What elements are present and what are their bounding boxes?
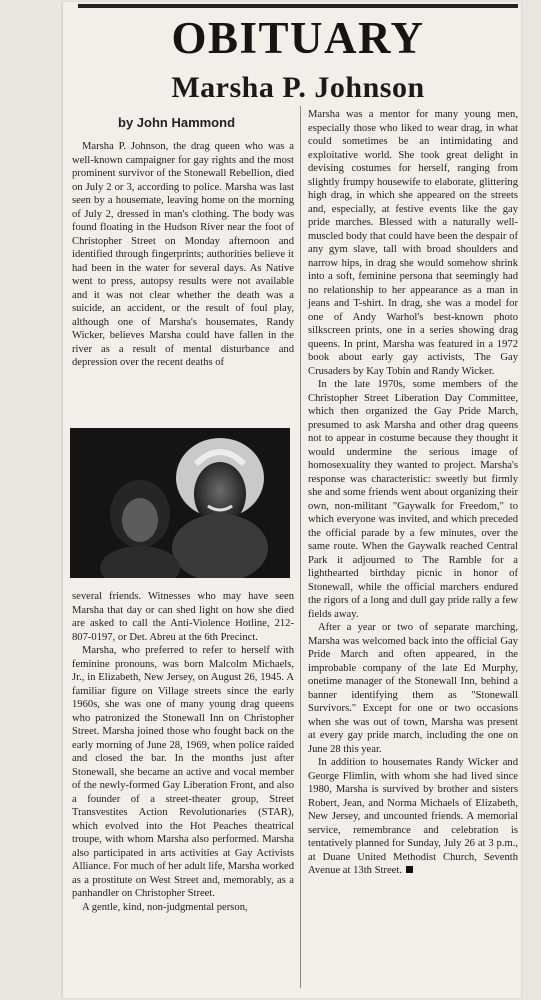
article-column-right	[308, 108, 518, 878]
column-divider	[300, 106, 301, 988]
end-of-article-mark	[406, 866, 413, 873]
article-column-left-bottom	[72, 590, 294, 914]
paragraph: Marsha was a mentor for many young men, especially those who liked to wear drag, in what could sometimes be an intimidating and exploitative world. She took great delight in devising costumes for herself, ranging from slightly frumpy housewife to elaborate, glittering high drag, in which she appeared on the streets and, especially, at festive events like the gay pride marches. Blessed with a naturally well-muscled body that could have been the despair of any gym slave, tall with broad shoulders and narrow hips, in drag she would somehow shrink into a soft, feminine persona that seemingly had no relationship to her appearance as a man in jeans and T-shirt. In drag, she was a model for one of Andy Warhol's best-known photo silkscreen prints, one in a series showing drag queens. In print, Marsha was featured in a 1972 book about early gay activists, The Gay Crusaders by Kay Tobin and Randy Wicker.	[308, 109, 518, 377]
article-column-left-top	[72, 140, 294, 370]
obituary-headline: Marsha P. Johnson	[171, 71, 425, 104]
photo-icon	[70, 428, 290, 578]
paragraph: Marsha P. Johnson, the drag queen who was a well-known campaigner for gay rights and the most prominent survivor of the Stonewall Rebellion, died on July 2 or 3, according to police. Marsha was last seen by a housemate, leaving home on the morning of July 2, dressed in man's clothing. The body was found floating in the Hudson River near the foot of Christopher Street on Monday afternoon and identified through fingerprints; authorities believe it had been in the water for several days. As Native went to press, autopsy results were not available and it was not clear whether the death was a suicide, an accident, or the result of foul play, although one of Marsha's housemates, Randy Wicker, believes Marsha could have fallen in the river as a result of mental disturbance and depression over the recent deaths of	[72, 141, 294, 368]
paragraph: In the late 1970s, some members of the Christopher Street Liberation Day Committee, which then organized the Gay Pride March, presumed to ask Marsha and other drag queens not to appear in costume because they thought it would undermine the serious image of homosexuality they wanted to project. Marsha's response was characteristic: sweetly but firmly she and some friends went about organizing their own, non-militant "Gaywalk for Freedom," to which everyone was invited, and which preceded the official parade by a few minutes, over the same route. When the Gaywalk reached Central Park it adjourned to The Ramble for a lighthearted birthday picnic in honor of Stonewall, while the official marchers endured the rigors of a long and dull gay pride rally a few fields away.	[308, 379, 518, 620]
section-masthead: OBITUARY	[171, 13, 425, 63]
top-rule	[78, 4, 518, 8]
paragraph-final	[308, 756, 518, 878]
byline: by John Hammond	[118, 115, 236, 130]
paragraph: A gentle, kind, non-judgmental person,	[82, 901, 248, 913]
paragraph-final-text: In addition to housemates Randy Wicker and George Flimlin, with whom she had lived since 1980, Marsha is survived by brother and sisters Robert, Jean, and Norma Michaels of Elizabeth, New Jersey, and uncounted friends. A memorial service, remembrance and celebration is tentatively planned for Sunday, July 26 at 3 p.m., at Duane United Methodist Church, Seventh Avenue at 13th Street.	[308, 757, 518, 876]
portrait-photo	[70, 428, 290, 578]
paragraph: Marsha, who preferred to refer to herself with feminine pronouns, was born Malcolm Michaels, Jr., in Elizabeth, New Jersey, on August 26, 1945. A familiar figure on Village streets since the early 1960s, she was one of many young drag queens who patronized the Stonewall Inn on Christopher Street. Marsha joined those who fought back on the early morning of June 28, 1969, when police raided and closed the bar. In the months just after Stonewall, she became an active and vocal member of the newly-formed Gay Liberation Front, and also a founder of a street-theater group, Street Transvestites Action Revolutionaries (STAR), which evolved into the Hot Peaches theatrical troupe, with whom Marsha also performed. Marsha also participated in arts activities at Gay Activists Alliance. For much of her adult life, Marsha worked as a prostitute on West Street and, memorably, as a panhandler on Christopher Street.	[72, 645, 294, 899]
paragraph: several friends. Witnesses who may have seen Marsha that day or can shed light on how she died are asked to call the Anti-Violence Hotline, 212-807-0197, or Det. Abreu at the 6th Precinct.	[72, 591, 294, 643]
paragraph: After a year or two of separate marching, Marsha was welcomed back into the official Gay Pride March and often appeared, in the improbable company of the late Ed Murphy, onetime manager of the Stonewall Inn, behind a banner identifying them as "Stonewall Survivors." Except for one or two occasions when she was out of town, Marsha was present at every gay pride march, including the one on June 28 this year.	[308, 622, 518, 755]
